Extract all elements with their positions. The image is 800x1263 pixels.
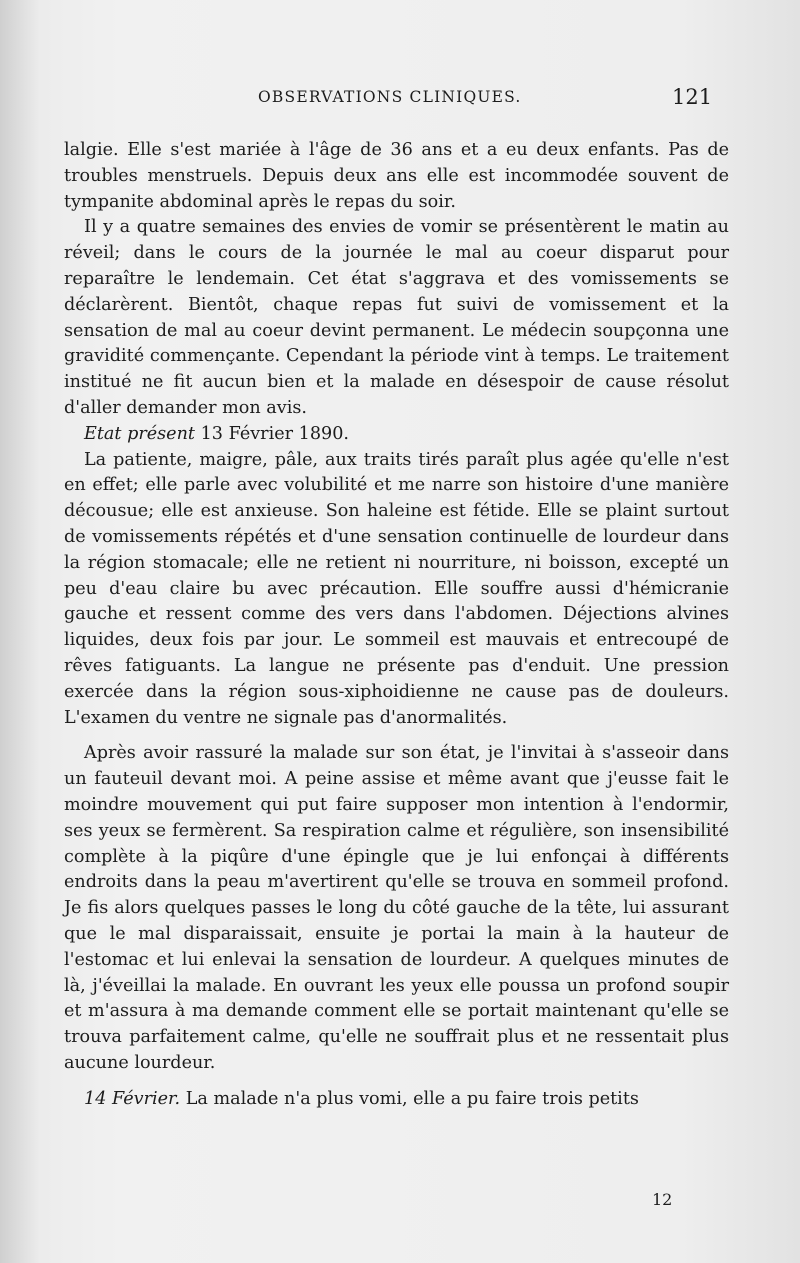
paragraph-etat-present (64, 422, 729, 448)
section-text: La malade n'a plus vomi, elle a pu faire trois petits (180, 1088, 639, 1109)
paragraph: La patiente, maigre, pâle, aux traits tirés paraît plus agée qu'elle n'est en effet; elle parle avec volubilité et me narre son histoire d'une manière décousue; elle est anxieuse. Son haleine est fétide. Elle se plaint surtout de vomissements répétés et d'une sensation continuelle de lourdeur dans la région stomacale; elle ne retient ni nourriture, ni boisson, excepté un peu d'eau claire bu avec précaution. Elle souffre aussi d'hémicranie gauche et ressent comme des vers dans l'abdomen. Déjections alvines liquides, deux fois par jour. Le sommeil est mauvais et entrecoupé de rêves fatiguants. La langue ne présente pas d'enduit. Une pression exercée dans la région sous-xiphoidienne ne cause pas de douleurs. L'examen du ventre ne signale pas d'anormalités. (64, 449, 729, 728)
section-lead: 14 Février. (84, 1088, 181, 1109)
paragraph: Il y a quatre semaines des envies de vomir se présentèrent le matin au réveil; dans le cours de la journée le mal au coeur disparut pour reparaître le lendemain. Cet état s'aggrava et des vomissements se déclarèrent. Bientôt, chaque repas fut suivi de vomissement et la sensation de mal au coeur devint permanent. Le médecin soupçonna une gravidité commençante. Cependant la période vint à temps. Le traitement institué ne fit aucun bien et la malade en désespoir de cause résolut d'aller demander mon avis. (64, 217, 729, 418)
page-number: 121 (672, 85, 713, 109)
paragraph-14-fevrier (64, 1087, 729, 1113)
paragraph: Après avoir rassuré la malade sur son état, je l'invitai à s'asseoir dans un fauteuil devant moi. A peine assise et même avant que j'eusse fait le moindre mouvement qui put faire supposer mon intention à l'endormir, ses yeux se fermèrent. Sa respiration calme et régulière, son insensibilité complète à la piqûre d'une épingle que je lui enfonçai à différents endroits dans la peau m'avertirent qu'elle se trouva en sommeil profond. Je fis alors quelques passes le long du côté gauche de la tête, lui assurant que le mal disparaissait, ensuite je portai la main à la hauteur de l'estomac et lui enlevai la sensation de lourdeur. A quelques minutes de là, j'éveillai la malade. En ouvrant les yeux elle poussa un profond soupir et m'assura à ma demande comment elle se portait maintenant qu'elle se trouva parfaitement calme, qu'elle ne souffrait plus et ne ressentait plus aucune lourdeur. (64, 743, 729, 1073)
body-text (64, 138, 729, 1112)
signature-mark: 12 (652, 1190, 673, 1209)
running-header: OBSERVATIONS CLINIQUES. (258, 88, 522, 106)
section-date: 13 Février 1890. (195, 423, 349, 444)
section-lead: Etat présent (84, 423, 195, 444)
paragraph: lalgie. Elle s'est mariée à l'âge de 36 ans et a eu deux enfants. Pas de troubles menstruels. Depuis deux ans elle est incommodée souvent de tympanite abdominal après le repas du soir. (64, 140, 729, 212)
